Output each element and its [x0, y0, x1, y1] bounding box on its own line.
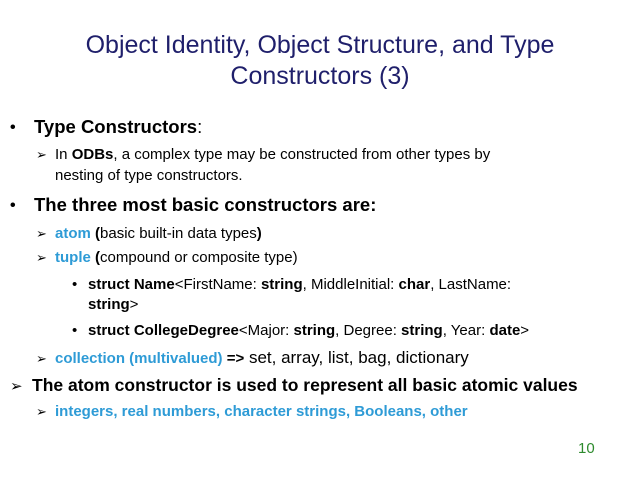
title-line-1: Object Identity, Object Structure, and Type — [85, 31, 555, 59]
keyword-tuple: tuple — [55, 249, 91, 266]
keyword-atom: atom — [55, 225, 91, 242]
bullet-text: The three most basic constructors are: — [34, 194, 377, 215]
bullet-basic-constructors — [10, 194, 376, 216]
bullet-colon: : — [197, 116, 203, 137]
bullet-atom-constructor — [10, 375, 578, 396]
keyword-struct-college-degree: struct CollegeDegree — [88, 322, 239, 339]
text-segment: , LastName: — [430, 276, 512, 293]
keyword-collection: collection (multivalued) — [55, 350, 223, 367]
text-segment: , a complex type may be constructed from other types by — [113, 146, 491, 163]
arrow-bullet-icon: ➢ — [36, 250, 47, 265]
page-number: 10 — [578, 440, 595, 457]
sub-bullet-collection — [36, 348, 469, 368]
bullet-term: Type Constructors — [34, 116, 198, 137]
arrow-bullet-icon: ➢ — [36, 226, 47, 241]
sub-bullet-atom — [36, 225, 262, 242]
type-string: string — [293, 322, 336, 339]
type-string: string — [260, 276, 303, 293]
type-string: string — [401, 322, 443, 339]
bullet-type-constructors — [10, 116, 202, 138]
sub-bullet-odbs-continued: nesting of type constructors. — [55, 167, 243, 184]
text-segment: ) — [256, 225, 262, 242]
text-segment: , Degree: — [335, 322, 402, 339]
struct-name-item — [72, 276, 511, 293]
text-segment: ( — [90, 249, 101, 266]
arrow-bullet-icon: ➢ — [10, 378, 23, 395]
title-line-2: Constructors (3) — [230, 62, 410, 90]
arrow-bullet-icon: ➢ — [36, 404, 47, 419]
bullet-dot-icon: • — [72, 322, 78, 339]
bullet-dot-icon: • — [10, 119, 16, 136]
text-segment: => — [222, 350, 245, 367]
struct-college-degree-item — [72, 322, 529, 339]
type-char: char — [398, 276, 431, 293]
sub-bullet-odbs — [36, 146, 490, 163]
sub-bullet-tuple — [36, 249, 298, 266]
keyword-struct-name: struct Name — [88, 276, 175, 293]
type-date: date — [489, 322, 521, 339]
atomic-values-list: integers, real numbers, character strings, Booleans, other — [55, 403, 468, 420]
text-segment: > — [129, 296, 139, 313]
bullet-dot-icon: • — [10, 197, 16, 214]
text-segment: , MiddleInitial: — [302, 276, 399, 293]
slide-title — [40, 30, 600, 92]
text-segment: ( — [90, 225, 101, 242]
type-string: string — [88, 296, 130, 313]
text-segment: , Year: — [442, 322, 490, 339]
text-segment: <FirstName: — [174, 276, 261, 293]
arrow-bullet-icon: ➢ — [36, 147, 47, 162]
text-segment: In — [55, 146, 72, 163]
bullet-dot-icon: • — [72, 276, 78, 293]
collection-kinds: set, array, list, bag, dictionary — [244, 348, 469, 367]
text-segment: > — [520, 322, 530, 339]
struct-name-continued — [88, 296, 138, 313]
bullet-text: The atom constructor is used to represent all basic atomic values — [32, 375, 578, 395]
text-segment: compound or composite type) — [100, 249, 298, 266]
text-segment: basic built-in data types — [100, 225, 257, 242]
term-odbs: ODBs — [71, 146, 114, 163]
sub-bullet-atomic-values — [36, 403, 468, 420]
text-segment: <Major: — [238, 322, 294, 339]
arrow-bullet-icon: ➢ — [36, 351, 47, 366]
